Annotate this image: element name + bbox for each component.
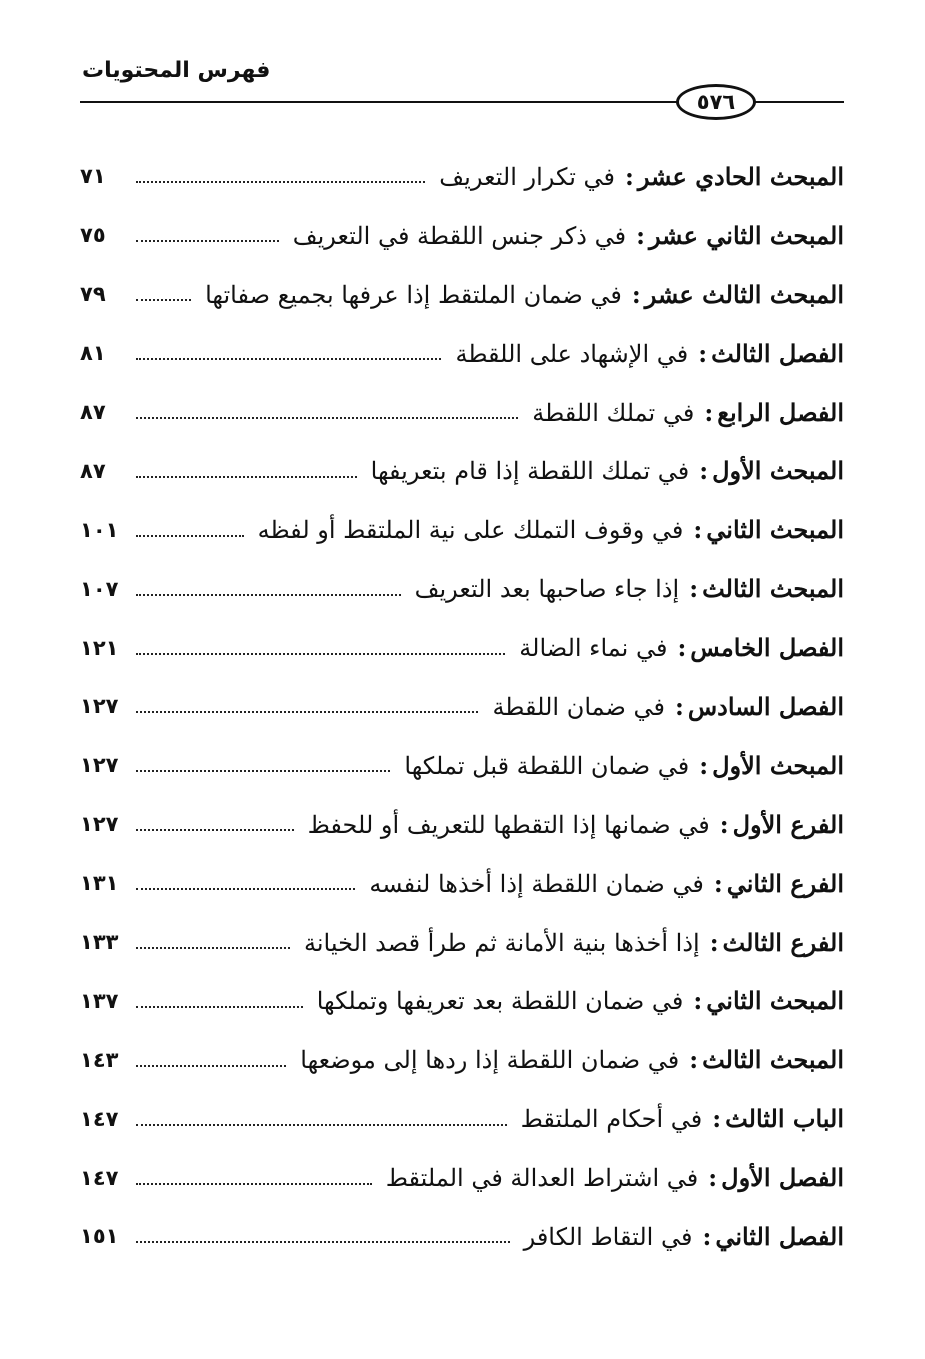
toc-entry-page-number: ١٤٧ [80, 1165, 119, 1190]
toc-entry [80, 324, 844, 383]
toc-entry-title: في ذكر جنس اللقطة في التعريف [292, 221, 627, 250]
toc-entry [80, 559, 844, 618]
toc-entry-heading: الفرع الثالث [722, 927, 844, 957]
toc-entry-separator: : [689, 574, 699, 604]
toc-entry-title: في ضمان اللقطة إذا أخذها لنفسه [369, 869, 704, 898]
toc-entry-heading: الفصل الأول [721, 1163, 844, 1193]
toc-entry-title: في أحكام الملتقط [520, 1105, 703, 1134]
dot-leader [136, 358, 441, 360]
toc-entry [80, 618, 844, 677]
toc-entry [80, 1089, 844, 1148]
toc-entry [80, 265, 844, 324]
toc-entry-label [317, 986, 844, 1015]
toc-entry-separator: : [699, 456, 709, 486]
toc-entry-page-number: ١٠١ [80, 517, 119, 542]
toc-entry-page-number: ٧٩ [80, 282, 106, 307]
toc-entry-page-number: ١٢٧ [80, 753, 119, 778]
dot-leader [136, 888, 355, 890]
toc-entry-label [369, 869, 844, 898]
toc-entry-separator: : [704, 397, 714, 427]
toc-entry-title: إذا جاء صاحبها بعد التعريف [414, 575, 680, 604]
toc-entry-title: في ضمان اللقطة إذا ردها إلى موضعها [300, 1046, 680, 1075]
toc-entry-heading: المبحث الأول [712, 456, 844, 486]
toc-entry-heading: الفصل السادس [687, 691, 844, 721]
toc-entry-label [455, 339, 844, 368]
toc-entry-label [304, 928, 844, 957]
toc-entry-title: في ضمان اللقطة قبل تملكها [404, 751, 690, 780]
toc-entry-title: في تكرار التعريف [439, 162, 616, 191]
dot-leader [136, 299, 191, 301]
toc-entry-separator: : [708, 1163, 718, 1193]
toc-entry-title: في نماء الضالة [519, 634, 668, 663]
toc-entry-page-number: ١٣١ [80, 871, 119, 896]
toc-entry [80, 795, 844, 854]
toc-entry [80, 500, 844, 559]
dot-leader [136, 1065, 286, 1067]
toc-entry-separator: : [631, 279, 641, 309]
toc-entry-label [308, 810, 844, 839]
toc-entry-page-number: ١٤٧ [80, 1106, 119, 1131]
toc-entry-page-number: ٨٧ [80, 458, 106, 483]
toc-entry-heading: الفصل الخامس [690, 633, 844, 663]
toc-entry-separator: : [709, 927, 719, 957]
toc-entry [80, 1148, 844, 1207]
dot-leader [136, 1006, 303, 1008]
toc-entry-title: إذا أخذها بنية الأمانة ثم طرأ قصد الخيانة [303, 928, 700, 957]
toc-entry-page-number: ١٢٧ [80, 812, 119, 837]
toc-entry-page-number: ٨١ [80, 341, 106, 366]
toc-entry-page-number: ١٥١ [80, 1224, 119, 1249]
toc-entry-title: في اشتراط العدالة في الملتقط [385, 1164, 699, 1193]
toc-entry-page-number: ٧١ [80, 164, 106, 189]
toc-entry-label [521, 1104, 844, 1133]
toc-entry [80, 147, 844, 206]
toc-entry-label [492, 692, 844, 721]
toc-entry [80, 913, 844, 972]
toc-entry-separator: : [636, 220, 645, 250]
toc-entry-title: في وقوف التملك على نية الملتقط أو لفظه [257, 516, 684, 545]
toc-entry-heading: المبحث الحادي عشر [637, 161, 844, 191]
toc-entry-title: في الإشهاد على اللقطة [455, 339, 689, 368]
toc-entry-separator: : [693, 986, 703, 1016]
toc-entry-label [532, 398, 844, 427]
toc-entry-separator: : [625, 161, 634, 191]
dot-leader [136, 770, 390, 772]
toc-entry-title: في تملك اللقطة إذا قام بتعريفها [370, 457, 690, 486]
toc-entry-label [524, 1222, 844, 1251]
toc-entry-heading: الفصل الثاني [715, 1221, 844, 1251]
toc-entry-heading: المبحث الأول [712, 750, 844, 780]
toc-entry-label [293, 221, 844, 250]
toc-entry-title: في ضمان اللقطة بعد تعريفها وتملكها [316, 987, 684, 1016]
toc-entry-label [415, 574, 844, 603]
dot-leader [136, 653, 505, 655]
toc-entry [80, 383, 844, 442]
toc-entry-separator: : [699, 750, 709, 780]
table-of-contents [80, 147, 844, 1266]
toc-entry-label [205, 280, 844, 309]
dot-leader [136, 417, 518, 419]
dot-leader [136, 535, 244, 537]
toc-entry-heading: المبحث الثالث [702, 1045, 844, 1075]
dot-leader [136, 1183, 372, 1185]
toc-entry [80, 206, 844, 265]
toc-entry-heading: المبحث الثالث عشر [644, 279, 844, 309]
toc-entry-title: في ضمان الملتقط إذا عرفها بجميع صفاتها [205, 280, 622, 309]
dot-leader [136, 1241, 510, 1243]
toc-entry [80, 736, 844, 795]
toc-entry-label [439, 162, 844, 191]
toc-entry [80, 677, 844, 736]
toc-entry-label [258, 515, 844, 544]
dot-leader [136, 829, 294, 831]
dot-leader [136, 1124, 507, 1126]
toc-entry-label [386, 1163, 844, 1192]
toc-entry [80, 1207, 844, 1266]
toc-entry [80, 971, 844, 1030]
toc-entry-label [519, 633, 844, 662]
toc-entry-separator: : [677, 633, 687, 663]
toc-entry [80, 1030, 844, 1089]
toc-entry-label [371, 456, 844, 485]
toc-entry-page-number: ١٣٧ [80, 988, 119, 1013]
dot-leader [136, 947, 290, 949]
toc-entry-label [300, 1045, 844, 1074]
toc-entry-heading: الفصل الثالث [711, 338, 844, 368]
toc-entry-page-number: ١٣٣ [80, 930, 119, 955]
dot-leader [136, 711, 478, 713]
toc-entry-page-number: ١٢١ [80, 635, 119, 660]
toc-entry [80, 441, 844, 500]
dot-leader [136, 181, 425, 183]
toc-entry-separator: : [719, 809, 729, 839]
toc-entry-page-number: ١٤٣ [80, 1047, 119, 1072]
toc-entry-page-number: ٨٧ [80, 400, 106, 424]
toc-entry-heading: المبحث الثالث [702, 574, 844, 604]
dot-leader [136, 240, 279, 242]
toc-entry-separator: : [713, 868, 723, 898]
toc-entry-heading: المبحث الثاني [706, 515, 844, 545]
toc-entry-label [404, 751, 844, 780]
toc-entry-separator: : [674, 691, 684, 721]
toc-entry-heading: الفصل الرابع [717, 397, 844, 427]
dot-leader [136, 476, 357, 478]
toc-entry-separator: : [698, 338, 708, 368]
toc-entry-heading: الباب الثالث [725, 1104, 844, 1134]
toc-entry-heading: الفرع الأول [732, 809, 844, 839]
toc-entry-separator: : [712, 1104, 722, 1134]
toc-entry-heading: المبحث الثاني عشر [648, 220, 844, 250]
page-number-badge: ٥٧٦ [676, 84, 756, 120]
toc-entry-separator: : [693, 515, 703, 545]
toc-entry-title: في التقاط الكافر [523, 1222, 693, 1251]
dot-leader [136, 594, 401, 596]
toc-entry-title: في ضمان اللقطة [492, 692, 665, 721]
toc-entry [80, 854, 844, 913]
toc-entry-page-number: ١٢٧ [80, 694, 119, 719]
toc-entry-separator: : [689, 1045, 699, 1075]
toc-entry-page-number: ١٠٧ [80, 576, 119, 601]
toc-entry-page-number: ٧٥ [80, 223, 106, 248]
toc-entry-title: في ضمانها إذا التقطها للتعريف أو للحفظ [307, 810, 710, 839]
running-header-title: فهرس المحتويات [82, 58, 271, 83]
toc-entry-heading: المبحث الثاني [706, 986, 844, 1016]
toc-entry-heading: الفرع الثاني [726, 868, 844, 898]
toc-entry-title: في تملك اللقطة [532, 398, 695, 427]
toc-entry-separator: : [702, 1221, 712, 1251]
